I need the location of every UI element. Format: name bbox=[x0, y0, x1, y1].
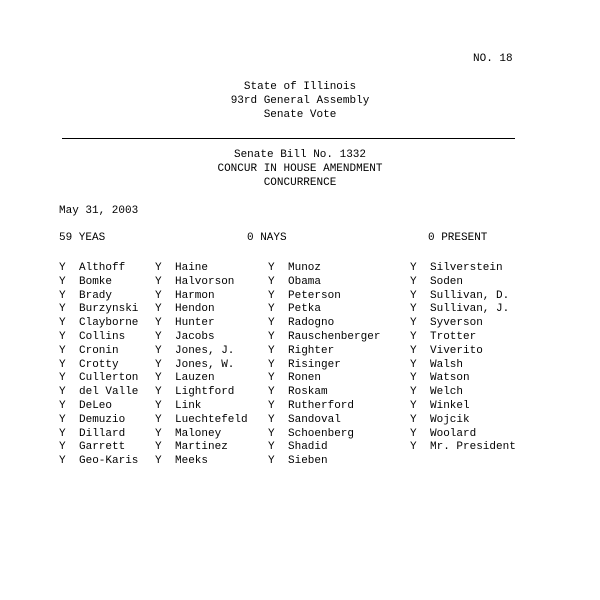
vote-mark: Y bbox=[155, 275, 162, 288]
nays-tally: 0 NAYS bbox=[247, 232, 287, 244]
vote-entry bbox=[59, 317, 155, 331]
vote-entry bbox=[59, 359, 155, 373]
vote-mark: Y bbox=[59, 317, 66, 330]
present-tally: 0 PRESENT bbox=[428, 232, 488, 244]
senator-name: Soden bbox=[430, 275, 464, 288]
vote-mark: Y bbox=[59, 358, 66, 371]
senator-name: Obama bbox=[288, 275, 322, 288]
senator-name: Ronen bbox=[288, 372, 322, 385]
senator-name: Mr. President bbox=[430, 441, 516, 454]
senator-name: Burzynski bbox=[79, 303, 139, 316]
vote-mark: Y bbox=[410, 413, 417, 426]
senator-name: Watson bbox=[430, 372, 470, 385]
vote-entry bbox=[410, 331, 516, 345]
vote-entry bbox=[410, 359, 516, 373]
vote-mark: Y bbox=[410, 303, 417, 316]
senator-name: Dillard bbox=[79, 427, 126, 440]
senator-name: Cronin bbox=[79, 344, 119, 357]
senator-name: Halvorson bbox=[175, 275, 235, 288]
senator-name: Link bbox=[175, 399, 202, 412]
vote-mark: Y bbox=[268, 386, 275, 399]
vote-mark: Y bbox=[410, 441, 417, 454]
vote-entry bbox=[155, 400, 268, 414]
vote-entry bbox=[268, 441, 410, 455]
yeas-tally: 59 YEAS bbox=[59, 232, 106, 244]
vote-mark: Y bbox=[59, 427, 66, 440]
senator-name: Righter bbox=[288, 344, 335, 357]
vote-mark: Y bbox=[410, 275, 417, 288]
senator-name: Rutherford bbox=[288, 399, 355, 412]
vote-entry bbox=[268, 386, 410, 400]
senator-name: Wojcik bbox=[430, 413, 470, 426]
vote-mark: Y bbox=[410, 317, 417, 330]
vote-entry bbox=[268, 359, 410, 373]
senator-name: Silverstein bbox=[430, 262, 503, 274]
senator-name: Sieben bbox=[288, 455, 328, 468]
bill-number: Senate Bill No. 1332 bbox=[233, 149, 367, 161]
vote-mark: Y bbox=[268, 330, 275, 343]
senator-name: Bomke bbox=[79, 275, 113, 288]
senator-name: Brady bbox=[79, 289, 113, 302]
horizontal-divider bbox=[62, 138, 515, 139]
vote-entry bbox=[410, 303, 516, 317]
vote-mark: Y bbox=[268, 317, 275, 330]
vote-mark: Y bbox=[268, 303, 275, 316]
vote-mark: Y bbox=[155, 399, 162, 412]
vote-entry bbox=[59, 386, 155, 400]
senator-name: Risinger bbox=[288, 358, 341, 371]
vote-entry bbox=[155, 414, 268, 428]
vote-entry bbox=[59, 345, 155, 359]
senator-name: Maloney bbox=[175, 427, 222, 440]
vote-mark: Y bbox=[59, 455, 66, 468]
senator-name: Haine bbox=[175, 262, 209, 274]
senator-name: Woolard bbox=[430, 427, 477, 440]
senator-name: Hunter bbox=[175, 317, 215, 330]
vote-entry bbox=[410, 345, 516, 359]
vote-mark: Y bbox=[155, 427, 162, 440]
vote-entry bbox=[59, 372, 155, 386]
vote-entry bbox=[59, 262, 155, 276]
vote-mark: Y bbox=[410, 330, 417, 343]
senator-name: Jones, J. bbox=[175, 344, 235, 357]
vote-entry bbox=[410, 262, 516, 276]
senator-name: Jacobs bbox=[175, 330, 215, 343]
vote-mark: Y bbox=[268, 262, 275, 274]
vote-entry bbox=[410, 276, 516, 290]
senator-name: Collins bbox=[79, 330, 126, 343]
senator-name: Jones, W. bbox=[175, 358, 235, 371]
header-line-vote-type: Senate Vote bbox=[263, 108, 337, 121]
senator-name: del Valle bbox=[79, 386, 139, 399]
senator-name: Geo-Karis bbox=[79, 455, 139, 468]
vote-entry bbox=[155, 386, 268, 400]
vote-mark: Y bbox=[59, 413, 66, 426]
vote-entry bbox=[410, 441, 516, 455]
vote-mark: Y bbox=[268, 372, 275, 385]
vote-mark: Y bbox=[59, 344, 66, 357]
roll-call-grid bbox=[59, 262, 516, 469]
vote-entry bbox=[155, 428, 268, 442]
vote-entry bbox=[268, 400, 410, 414]
vote-entry bbox=[59, 455, 155, 469]
vote-entry bbox=[410, 317, 516, 331]
vote-entry bbox=[268, 262, 410, 276]
vote-entry bbox=[155, 331, 268, 345]
vote-mark: Y bbox=[59, 289, 66, 302]
senator-name: Schoenberg bbox=[288, 427, 355, 440]
vote-entry bbox=[268, 317, 410, 331]
senator-name: Viverito bbox=[430, 344, 483, 357]
vote-entry bbox=[59, 400, 155, 414]
vote-mark: Y bbox=[268, 275, 275, 288]
vote-mark: Y bbox=[59, 372, 66, 385]
senator-name: Rauschenberger bbox=[288, 330, 381, 343]
vote-entry bbox=[59, 414, 155, 428]
vote-entry bbox=[155, 317, 268, 331]
vote-entry bbox=[59, 290, 155, 304]
document-header bbox=[0, 81, 600, 122]
vote-mark: Y bbox=[59, 262, 66, 274]
vote-entry bbox=[268, 303, 410, 317]
senator-name: Sullivan, D. bbox=[430, 289, 510, 302]
senator-name: Peterson bbox=[288, 289, 341, 302]
senator-name: Althoff bbox=[79, 262, 126, 274]
vote-entry bbox=[59, 303, 155, 317]
vote-mark: Y bbox=[155, 330, 162, 343]
vote-mark: Y bbox=[410, 427, 417, 440]
vote-mark: Y bbox=[268, 413, 275, 426]
vote-entry bbox=[155, 455, 268, 469]
vote-mark: Y bbox=[268, 358, 275, 371]
vote-entry bbox=[268, 455, 410, 469]
vote-entry bbox=[268, 345, 410, 359]
vote-entry bbox=[410, 290, 516, 304]
vote-mark: Y bbox=[155, 386, 162, 399]
senator-name: Syverson bbox=[430, 317, 483, 330]
vote-entry bbox=[410, 400, 516, 414]
senator-name: Garrett bbox=[79, 441, 126, 454]
senator-name: Hendon bbox=[175, 303, 215, 316]
vote-entry bbox=[268, 290, 410, 304]
senator-name: Trotter bbox=[430, 330, 477, 343]
bill-action: CONCUR IN HOUSE AMENDMENT bbox=[217, 162, 383, 175]
vote-date: May 31, 2003 bbox=[59, 205, 139, 217]
senator-name: Welch bbox=[430, 386, 464, 399]
vote-entry bbox=[410, 414, 516, 428]
vote-mark: Y bbox=[155, 441, 162, 454]
vote-entry bbox=[410, 372, 516, 386]
vote-entry bbox=[59, 331, 155, 345]
senator-name: Sandoval bbox=[288, 413, 341, 426]
senator-name: Petka bbox=[288, 303, 322, 316]
vote-mark: Y bbox=[410, 358, 417, 371]
vote-mark: Y bbox=[59, 441, 66, 454]
vote-mark: Y bbox=[155, 317, 162, 330]
senator-name: Martinez bbox=[175, 441, 228, 454]
vote-mark: Y bbox=[410, 262, 417, 274]
vote-mark: Y bbox=[155, 262, 162, 274]
vote-entry bbox=[268, 414, 410, 428]
senator-name: Cullerton bbox=[79, 372, 139, 385]
vote-tallies bbox=[0, 232, 600, 246]
bill-motion: CONCURRENCE bbox=[263, 176, 337, 189]
vote-entry bbox=[155, 345, 268, 359]
header-line-assembly: 93rd General Assembly bbox=[230, 94, 370, 107]
senator-name: Shadid bbox=[288, 441, 328, 454]
senator-name: Winkel bbox=[430, 399, 470, 412]
senator-name: Walsh bbox=[430, 358, 464, 371]
vote-mark: Y bbox=[410, 344, 417, 357]
vote-mark: Y bbox=[268, 455, 275, 468]
vote-mark: Y bbox=[155, 358, 162, 371]
vote-mark: Y bbox=[59, 386, 66, 399]
senator-name: Crotty bbox=[79, 358, 119, 371]
vote-entry bbox=[155, 303, 268, 317]
vote-mark: Y bbox=[410, 289, 417, 302]
senator-name: DeLeo bbox=[79, 399, 113, 412]
vote-mark: Y bbox=[268, 289, 275, 302]
vote-mark: Y bbox=[268, 427, 275, 440]
senator-name: Demuzio bbox=[79, 413, 126, 426]
vote-mark: Y bbox=[268, 344, 275, 357]
vote-mark: Y bbox=[59, 275, 66, 288]
vote-entry bbox=[155, 372, 268, 386]
vote-mark: Y bbox=[155, 413, 162, 426]
vote-mark: Y bbox=[155, 455, 162, 468]
senator-name: Roskam bbox=[288, 386, 328, 399]
vote-entry bbox=[410, 386, 516, 400]
vote-mark: Y bbox=[155, 344, 162, 357]
vote-mark: Y bbox=[410, 399, 417, 412]
vote-mark: Y bbox=[59, 303, 66, 316]
senator-name: Lightford bbox=[175, 386, 235, 399]
senator-name: Luechtefeld bbox=[175, 413, 248, 426]
senator-name: Meeks bbox=[175, 455, 209, 468]
vote-mark: Y bbox=[59, 330, 66, 343]
bill-info bbox=[0, 149, 600, 190]
vote-mark: Y bbox=[155, 372, 162, 385]
vote-mark: Y bbox=[268, 441, 275, 454]
vote-entry bbox=[59, 441, 155, 455]
vote-entry bbox=[59, 428, 155, 442]
vote-mark: Y bbox=[410, 372, 417, 385]
vote-entry bbox=[155, 441, 268, 455]
senator-name: Harmon bbox=[175, 289, 215, 302]
vote-mark: Y bbox=[59, 399, 66, 412]
vote-mark: Y bbox=[268, 399, 275, 412]
vote-entry bbox=[155, 359, 268, 373]
vote-entry bbox=[155, 262, 268, 276]
vote-entry bbox=[268, 372, 410, 386]
vote-entry bbox=[155, 290, 268, 304]
vote-mark: Y bbox=[155, 289, 162, 302]
vote-mark: Y bbox=[155, 303, 162, 316]
vote-entry bbox=[155, 276, 268, 290]
senator-name: Lauzen bbox=[175, 372, 215, 385]
senator-name: Munoz bbox=[288, 262, 322, 274]
header-line-state: State of Illinois bbox=[243, 81, 357, 93]
vote-mark: Y bbox=[410, 386, 417, 399]
vote-entry bbox=[268, 331, 410, 345]
senator-name: Sullivan, J. bbox=[430, 303, 510, 316]
senator-name: Clayborne bbox=[79, 317, 139, 330]
vote-entry bbox=[268, 428, 410, 442]
senator-name: Radogno bbox=[288, 317, 335, 330]
vote-entry bbox=[59, 276, 155, 290]
vote-entry bbox=[268, 276, 410, 290]
vote-entry bbox=[410, 428, 516, 442]
page-number: NO. 18 bbox=[473, 53, 513, 65]
